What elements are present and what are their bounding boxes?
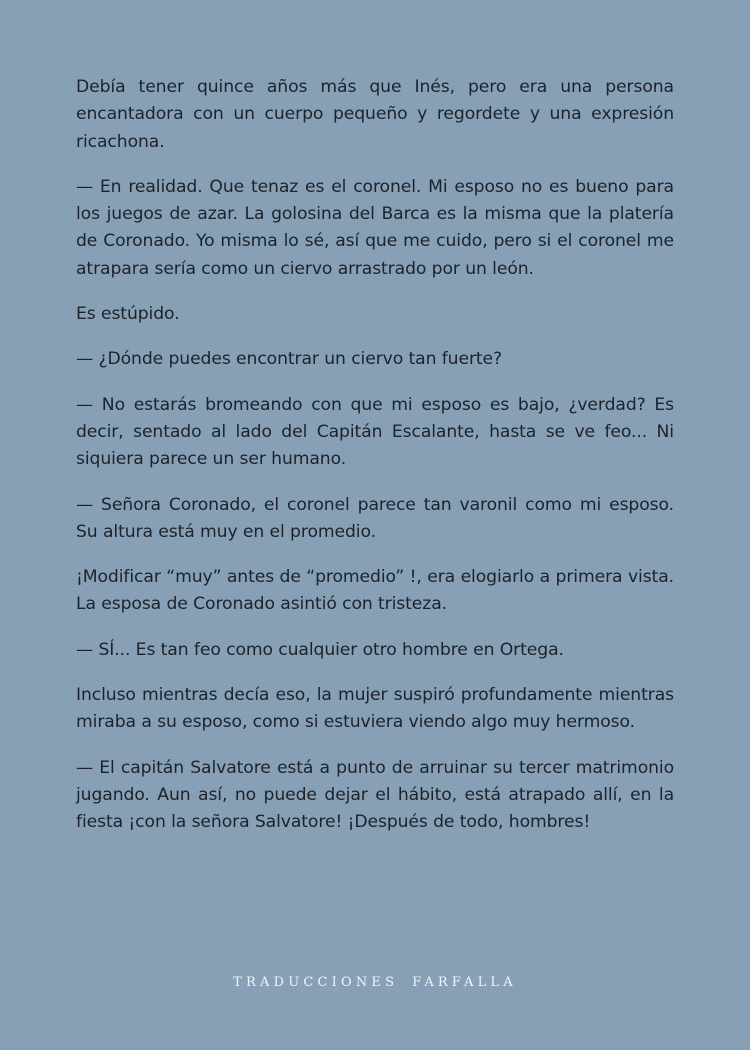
paragraph: — En realidad. Que tenaz es el coronel. Mi esposo no es bueno para los juegos de azar. La golosina del Barca es la misma que la platería de Coronado. Yo misma lo sé, así que me cuido, pero si el coronel me atrapara sería como un ciervo arrastrado por un león. xyxy=(76,176,674,279)
footer-word: FARFALLA xyxy=(412,975,517,990)
paragraph: Es estúpido. xyxy=(76,304,180,325)
paragraph: — SÍ... Es tan feo como cualquier otro hombre en Ortega. xyxy=(76,639,564,660)
paragraph: Debía tener quince años más que Inés, pero era una persona encantadora con un cuerpo pequeño y regordete y una expresión ricachona. xyxy=(76,77,674,152)
paragraph: Incluso mientras decía eso, la mujer suspiró profundamente mientras miraba a su esposo, como si estuviera viendo algo muy hermoso. xyxy=(76,685,674,733)
footer-word: TRADUCCIONES xyxy=(233,975,399,990)
paragraph: — Señora Coronado, el coronel parece tan varonil como mi esposo. Su altura está muy en el promedio. xyxy=(76,494,674,542)
footer-credit xyxy=(0,975,750,990)
page-body xyxy=(76,74,674,855)
paragraph: ¡Modificar “muy” antes de “promedio” !, era elogiarlo a primera vista. La esposa de Coronado asintió con tristeza. xyxy=(76,567,674,615)
paragraph: — No estarás bromeando con que mi esposo es bajo, ¿verdad? Es decir, sentado al lado del Capitán Escalante, hasta se ve feo... Ni siquiera parece un ser humano. xyxy=(76,394,674,470)
paragraph: — El capitán Salvatore está a punto de arruinar su tercer matrimonio jugando. Aun así, no puede dejar el hábito, está atrapado allí, en la fiesta ¡con la señora Salvatore! ¡Después de todo, hombres! xyxy=(76,757,674,833)
paragraph: — ¿Dónde puedes encontrar un ciervo tan fuerte? xyxy=(76,349,503,370)
